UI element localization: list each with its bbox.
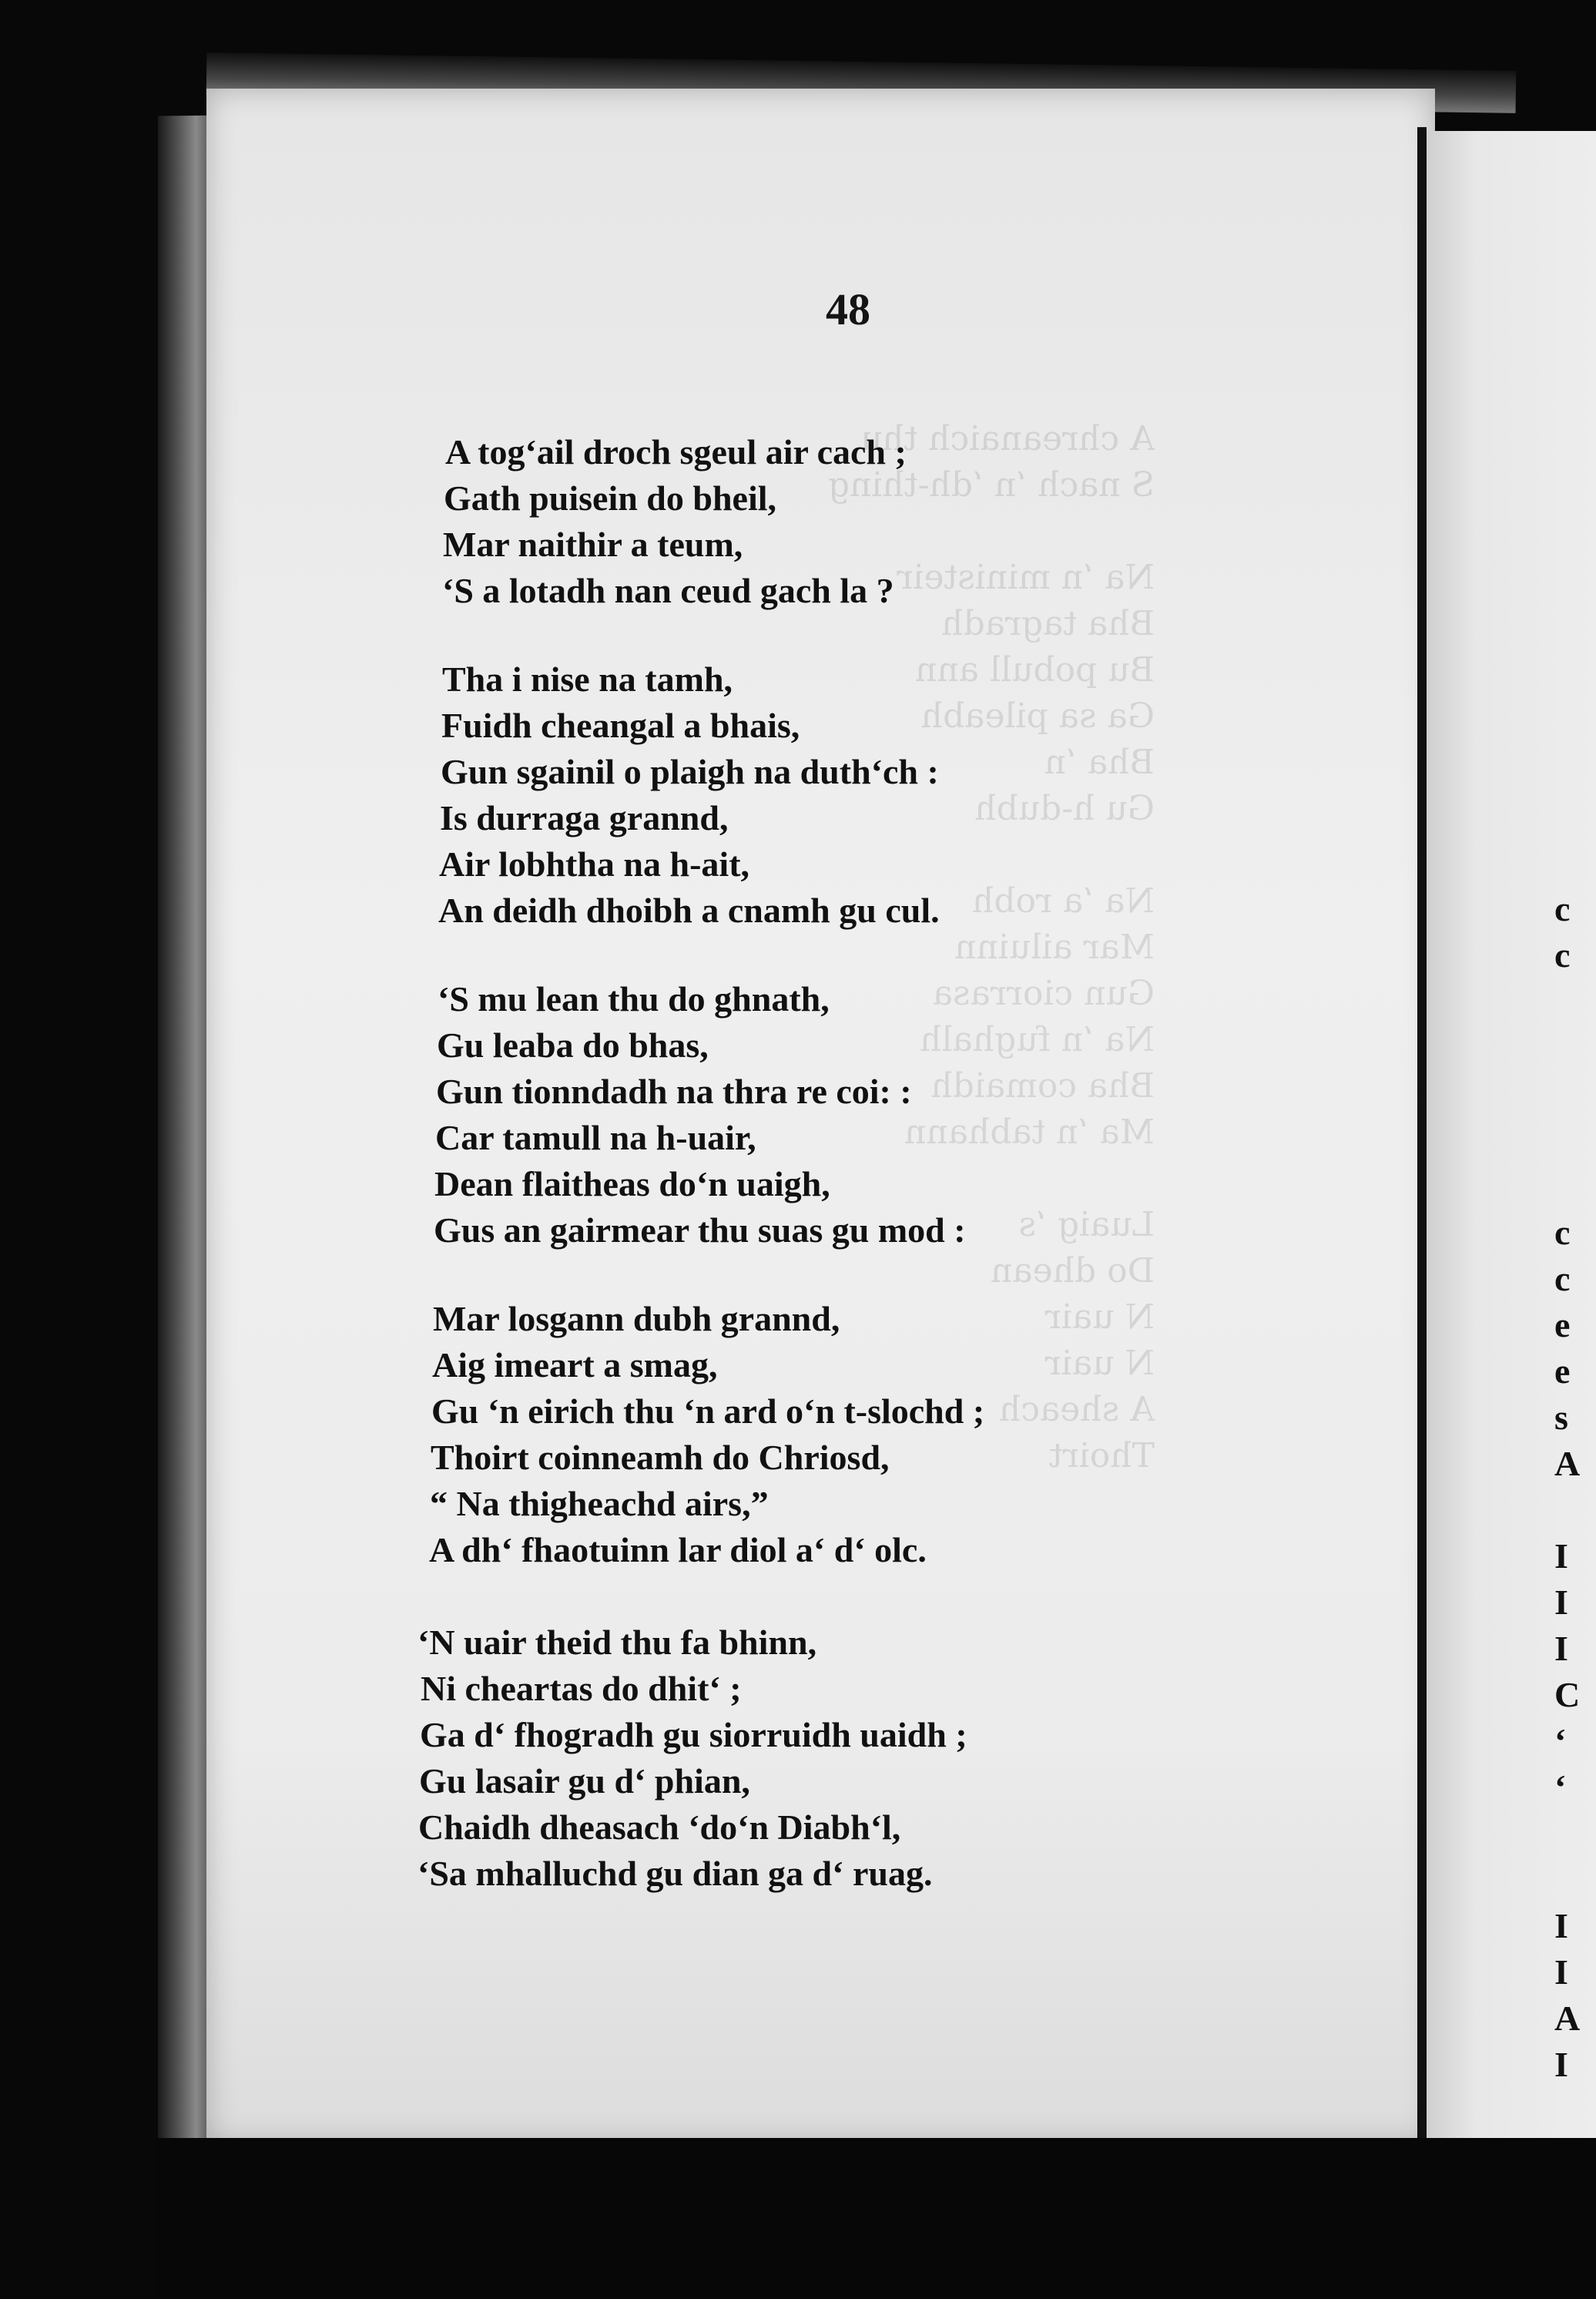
poem-line: A tog‘ail droch sgeul air cach ;: [445, 432, 907, 472]
poem-line: Gu lasair gu d‘ phian,: [419, 1761, 750, 1801]
poem-line: Ni cheartas do dhit‘ ;: [421, 1669, 742, 1708]
poem-line: A dh‘ fhaotuinn lar diol a‘ d‘ olc.: [429, 1530, 927, 1569]
show-through-text: A chreanaich thu S nach ‘n ‘dh-thing Na ‘n ministeir Bha tagradh Bu pobull ann Ga sa pileabh Bha ‘n Gu h-dubh Na ‘a robh Mar ailuinn Gun ciorrasa Na ‘n fughalh Bha comaidh Ma ‘n tabhann Luaig ‘s Do dhean N uair N uair A sheach Thoirt: [828, 419, 1155, 1475]
poem-line: “ Na thigheachd airs,”: [430, 1484, 769, 1523]
poem-line: Tha i nise na tamh,: [442, 659, 733, 699]
poem-line: Gath puisein do bheil,: [444, 478, 777, 518]
poem-line: ‘N uair theid thu fa bhinn,: [417, 1623, 817, 1662]
poem-line: Ga d‘ fhogradh gu siorruidh uaidh ;: [420, 1715, 967, 1754]
page-number: 48: [826, 284, 870, 334]
poem-line: Aig imeart a smag,: [432, 1345, 718, 1384]
bottom-dark-band: [154, 2138, 1596, 2299]
poem-line: Mar naithir a teum,: [443, 525, 743, 564]
poem-line: Gun tionndadh na thra re coi: :: [436, 1072, 912, 1111]
poem-line: Chaidh dheasach ‘do‘n Diabh‘l,: [418, 1807, 901, 1847]
gutter-line: [1417, 127, 1427, 2146]
poem-line: Air lobhtha na h-ait,: [439, 844, 750, 884]
poem-line: Mar losgann dubh grannd,: [433, 1299, 840, 1338]
poem-line: Gu leaba do bhas,: [437, 1025, 709, 1065]
poem-line: An deidh dhoibh a cnamh gu cul.: [438, 891, 940, 930]
poem-line: Is durraga grannd,: [440, 798, 729, 837]
poem-line: Gun sgainil o plaigh na duth‘ch :: [441, 752, 939, 791]
poem-line: ‘Sa mhalluchd gu dian ga d‘ ruag.: [417, 1854, 933, 1893]
facing-page-fragments: c c c c e e s A I I I C ‘ ‘ I I A I: [1554, 889, 1581, 2084]
poem-line: Fuidh cheangal a bhais,: [441, 706, 800, 745]
poem-line: ‘S mu lean thu do ghnath,: [438, 979, 830, 1019]
poem-line: Thoirt coinneamh do Chriosd,: [431, 1438, 890, 1477]
poem-line: Dean flaitheas do‘n uaigh,: [434, 1164, 830, 1203]
poem-line: ‘S a lotadh nan ceud gach la ?: [442, 571, 894, 610]
poem-line: Gu ‘n eirich thu ‘n ard o‘n t-slochd ;: [431, 1391, 985, 1431]
poem-line: Car tamull na h-uair,: [435, 1118, 756, 1157]
poem-line: Gus an gairmear thu suas gu mod :: [434, 1210, 966, 1250]
